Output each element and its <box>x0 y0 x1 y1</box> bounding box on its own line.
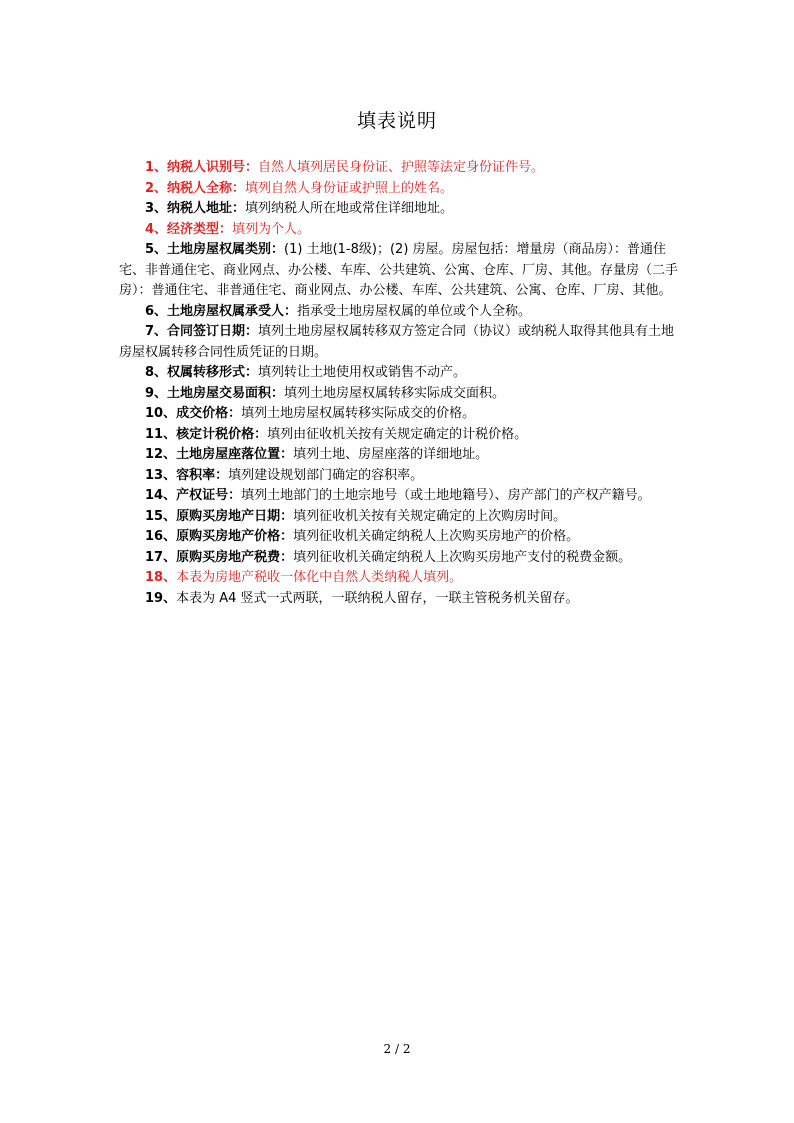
item-text: 填列土地房屋权属转移实际成交面积。 <box>284 385 506 401</box>
item-text: 自然人填列居民身份证、护照等法定身份证件号。 <box>258 160 545 175</box>
list-item <box>119 568 679 589</box>
list-item <box>119 589 679 610</box>
item-label: 10、成交价格： <box>145 406 242 421</box>
item-label: 7、合同签订日期： <box>145 324 259 339</box>
item-text: 填列转让土地使用权或销售不动产。 <box>258 365 467 380</box>
list-item <box>119 158 679 179</box>
item-label: 6、土地房屋权属承受人： <box>145 303 298 319</box>
list-item <box>119 548 679 569</box>
item-label: 11、核定计税价格： <box>145 426 268 442</box>
item-text: 指承受土地房屋权属的单位或个人全称。 <box>297 303 532 319</box>
list-item <box>119 220 679 241</box>
item-text: 填列征收机关确定纳税人上次购买房地产的价格。 <box>293 529 580 544</box>
item-label: 16、原购买房地产价格： <box>145 529 294 544</box>
item-text: 填列土地房屋权属转移实际成交的价格。 <box>241 406 476 421</box>
item-label: 12、土地房屋座落位置： <box>145 447 294 462</box>
list-item <box>119 466 679 487</box>
list-item <box>119 445 679 466</box>
list-item <box>119 179 679 200</box>
item-text: 填列自然人身份证或护照上的姓名。 <box>245 180 454 196</box>
item-text: 填列建设规划部门确定的容积率。 <box>228 467 424 483</box>
item-text: 填列土地房屋权属转移双方签定合同（协议）或纳税人取得其他具有土地房屋权属转移合同性质凭证的日期。 <box>119 324 675 360</box>
list-item <box>119 322 679 363</box>
list-item <box>119 302 679 323</box>
list-item <box>119 404 679 425</box>
item-label: 8、权属转移形式： <box>145 365 259 380</box>
list-item <box>119 527 679 548</box>
item-label: 4、经济类型： <box>145 221 233 237</box>
list-item <box>119 507 679 528</box>
item-text: 填列为个人。 <box>232 221 311 237</box>
item-text: 本表为房地产税收一体化中自然人类纳税人填列。 <box>176 570 463 585</box>
item-label: 19、 <box>145 590 177 606</box>
item-label: 2、纳税人全称： <box>145 180 246 196</box>
list-item <box>119 384 679 405</box>
item-label: 1、纳税人识别号： <box>145 160 259 175</box>
item-label: 13、容积率： <box>145 467 229 483</box>
page-number: 2 / 2 <box>383 1042 411 1056</box>
item-label: 15、原购买房地产日期： <box>145 508 294 524</box>
page-title: 填表说明 <box>356 110 437 132</box>
item-label: 18、 <box>145 570 177 585</box>
list-item <box>119 363 679 384</box>
list-item <box>119 486 679 507</box>
instructions-list <box>119 158 679 609</box>
item-text: 填列土地、房屋座落的详细地址。 <box>293 447 489 462</box>
item-text: 填列由征收机关按有关规定确定的计税价格。 <box>267 426 528 442</box>
item-text: 填列征收机关确定纳税人上次购买房地产支付的税费金额。 <box>293 549 632 565</box>
item-label: 9、土地房屋交易面积： <box>145 385 285 401</box>
item-label: 5、土地房屋权属类别： <box>145 242 285 257</box>
item-label: 3、纳税人地址： <box>145 201 246 216</box>
list-item <box>119 199 679 220</box>
item-text: 填列纳税人所在地或常住详细地址。 <box>245 201 454 216</box>
item-text: 填列征收机关按有关规定确定的上次购房时间。 <box>293 508 567 524</box>
item-text: 填列土地部门的土地宗地号（或土地地籍号）、房产部门的产权产籍号。 <box>241 488 651 503</box>
list-item <box>119 240 679 302</box>
item-label: 14、产权证号： <box>145 488 242 503</box>
item-label: 17、原购买房地产税费： <box>145 549 294 565</box>
item-text: 本表为 A4 竖式一式两联，一联纳税人留存，一联主管税务机关留存。 <box>176 590 579 606</box>
list-item <box>119 425 679 446</box>
item-text: (1) 土地(1-8级)；(2) 房屋。房屋包括：增量房（商品房）：普通住宅、非普通住宅、商业网点、办公楼、车库、公共建筑、公寓、仓库、厂房、其他。存量房（二手房）：普通住宅、非普通住宅、商业网点、办公楼、车库、公共建筑、公寓、仓库、厂房、其他。 <box>119 242 679 298</box>
